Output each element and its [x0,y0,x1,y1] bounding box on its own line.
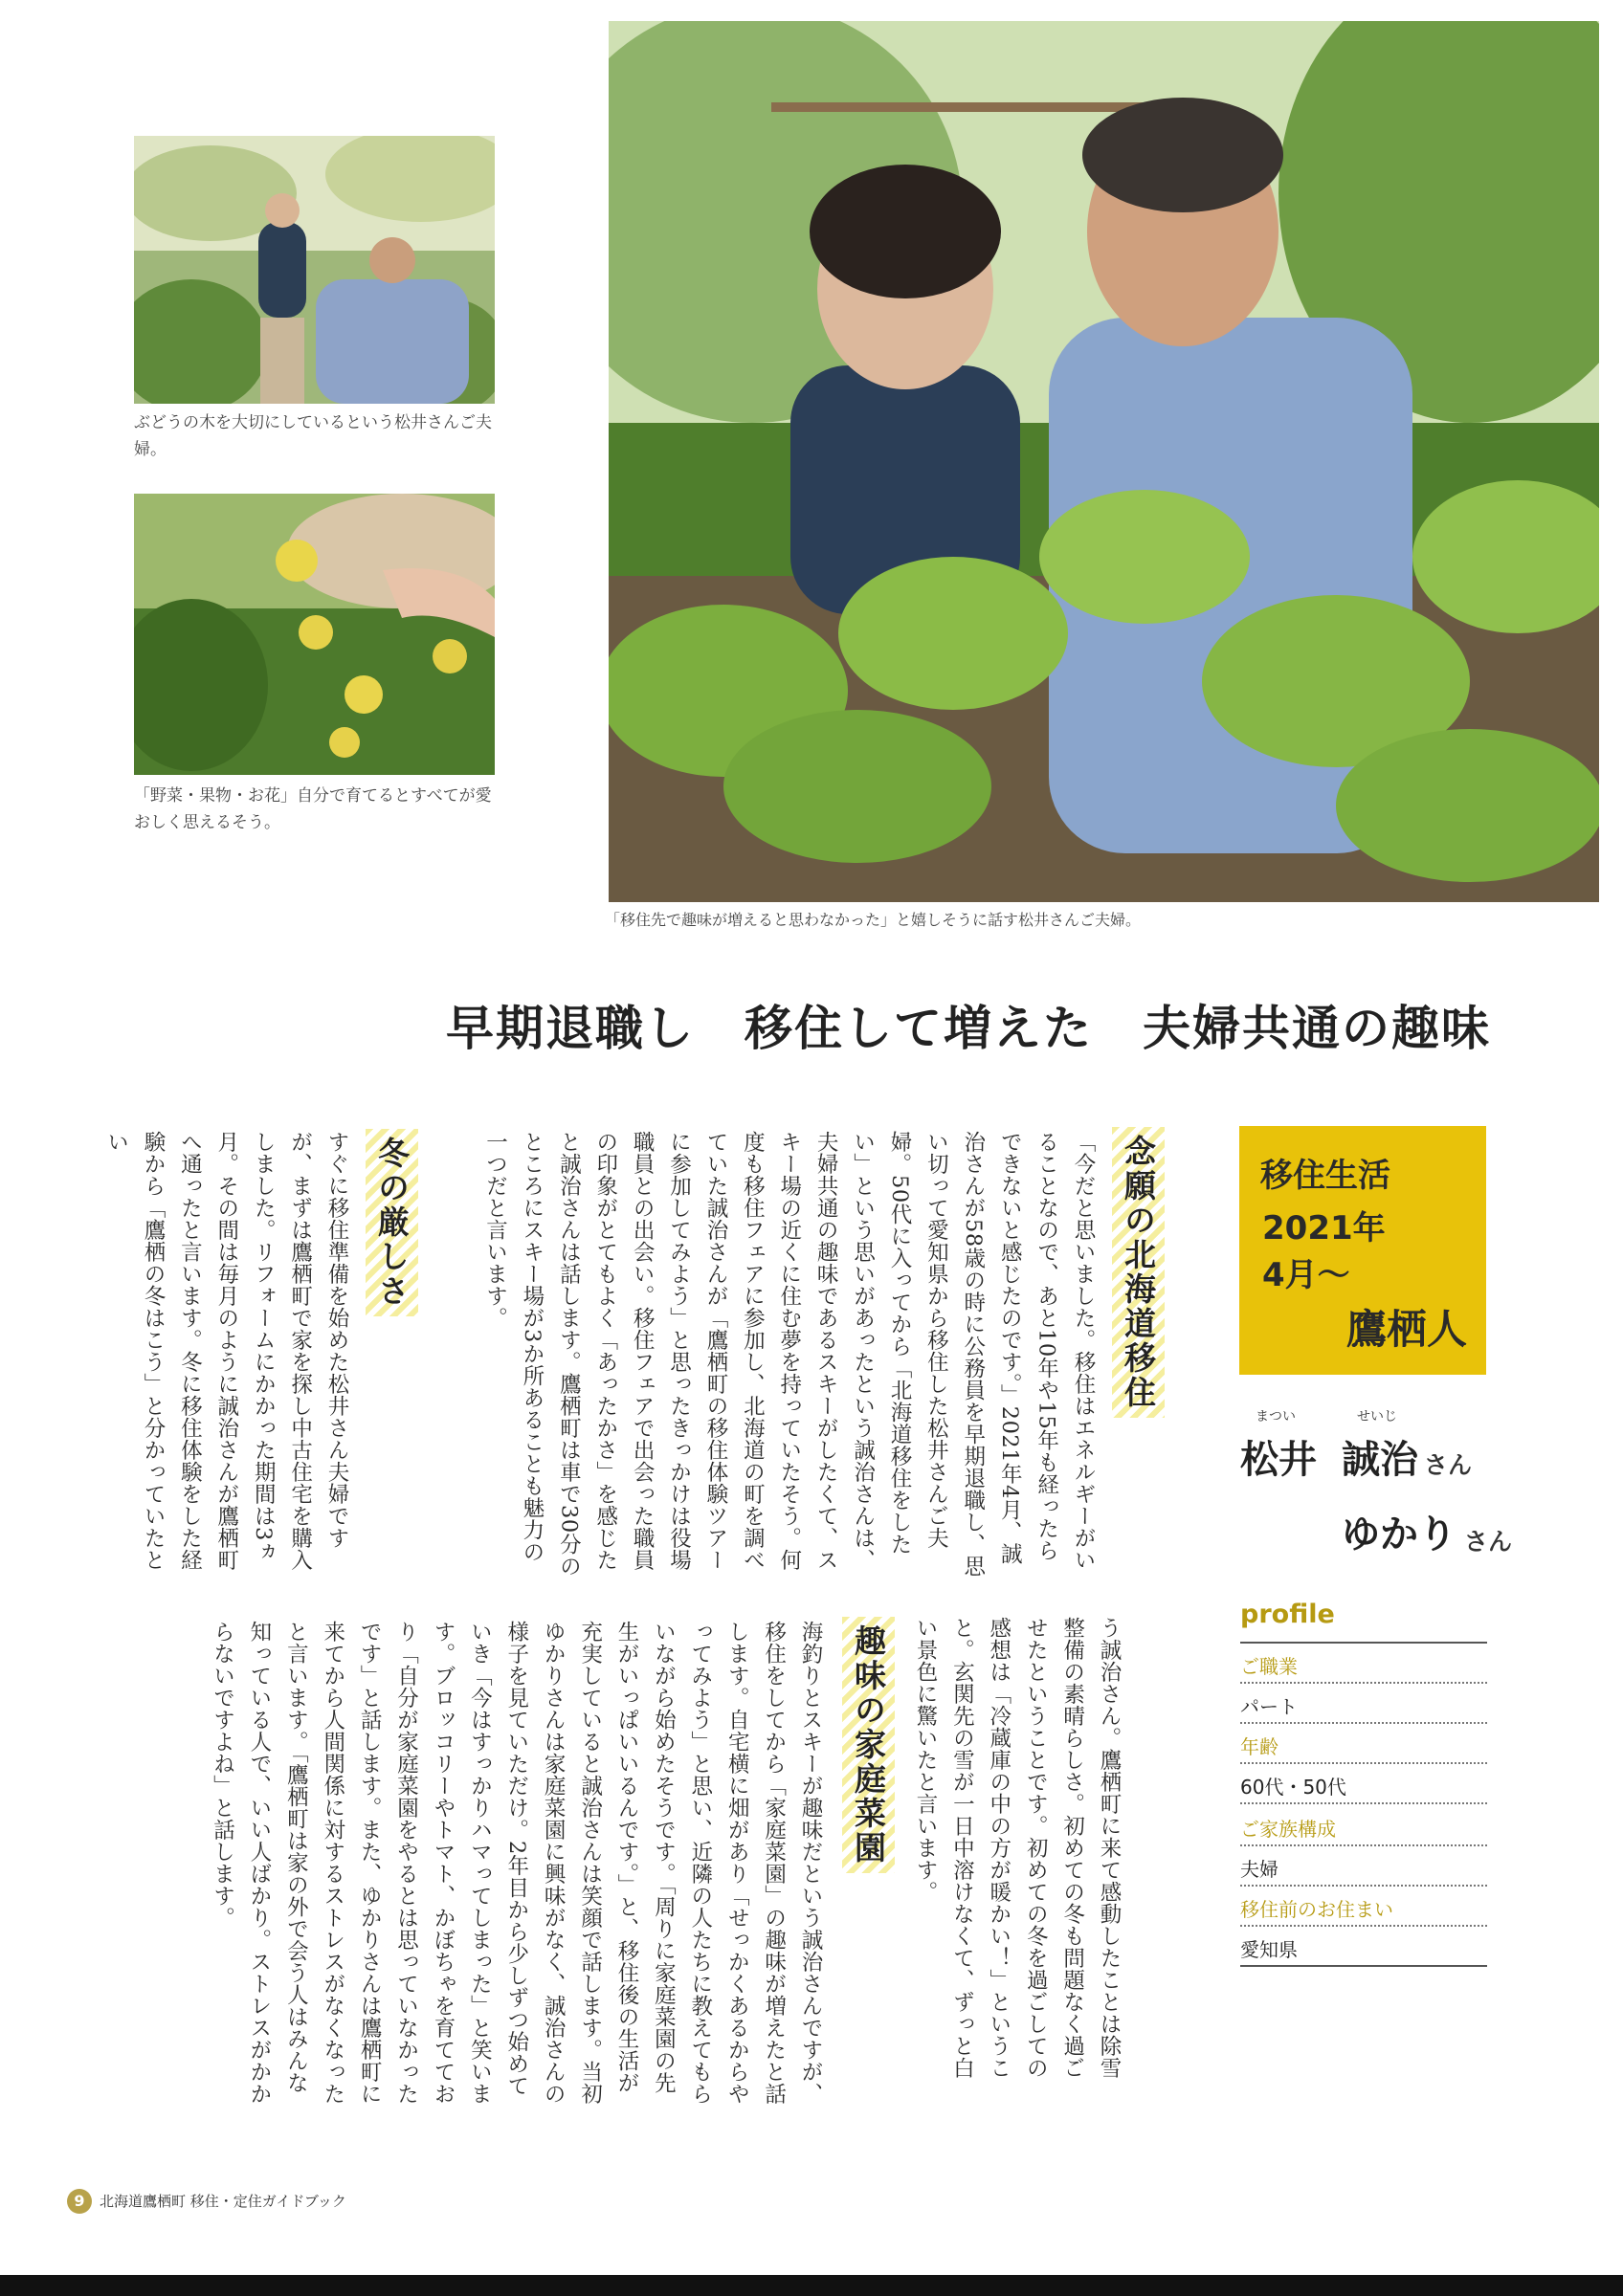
profile-value-previous-home: 愛知県 [1240,1927,1487,1967]
profile-value-family: 夫婦 [1240,1846,1487,1887]
body-section-2: すぐに移住準備を始めた松井さん夫婦ですが、まずは鷹栖町で家を探し中古住宅を購入しました。リフォームにかかった期間は3ヵ月。その間は毎月のように誠治さんが鷹栖町へ通ったと言います。冬に移住体験をした経験から「鷹栖の冬はこう」と分かっていたとい [103,1131,349,1571]
article-headline: 早期退職し 移住して増えた 夫婦共通の趣味 [446,1000,1491,1056]
footer-publication-title: 北海道鷹栖町 移住・定住ガイドブック [100,2193,346,2210]
profile-value-age: 60代・50代 [1240,1764,1487,1804]
ruby-given: せいじ [1357,1409,1397,1424]
relocation-info-box [1239,1126,1486,1375]
box-takasu-person: 鷹栖人 [1345,1306,1467,1353]
photo-grape-vine [134,136,495,404]
page-number-badge: 9 [67,2189,92,2214]
profile-label-occupation: ご職業 [1240,1644,1487,1684]
caption-flowers: 「野菜・果物・お花」自分で育てるとすべてが愛おしく思えるそう。 [134,786,492,832]
photo-flowers [134,494,495,775]
profile-label-age: 年齢 [1240,1724,1487,1764]
honorific-seiji: さん [1424,1451,1473,1479]
profile-label-previous-home: 移住前のお住まい [1240,1887,1487,1927]
caption-grape: ぶどうの木を大切にしているという松井さんご夫婦。 [134,413,492,459]
name-surname: 松井 [1240,1437,1317,1482]
profile-label-family: ご家族構成 [1240,1806,1487,1846]
box-month: 4月～ [1262,1256,1350,1294]
heading-fuyu: 冬の厳しさ [366,1129,418,1316]
photo-main-couple [609,21,1599,902]
ruby-surname: まつい [1256,1409,1296,1424]
name-seiji: 誠治 [1342,1437,1418,1482]
profile-value-occupation: パート [1240,1684,1487,1724]
honorific-yukari: さん [1464,1528,1513,1556]
body-section-2-continued: う誠治さん。鷹栖町に来て感動したことは除雪整備の素晴らしさ。初めての冬も問題なく過ごせたということです。初めての冬を過ごしての感想は「冷蔵庫の中の方が暖かい！」ということ。玄関先の雪が一日中溶けなくて、ずっと白い景色に驚いたと言います。 [912,1617,1122,2079]
name-yukari: ゆかり [1342,1512,1456,1556]
heading-nengan: 念願の北海道移住 [1112,1127,1165,1418]
box-year: 2021年 [1262,1209,1386,1247]
box-label: 移住生活 [1260,1157,1390,1195]
body-section-1: 「今だと思いました。移住はエネルギーがいることなので、あと10年や15年も経ったらできないと感じたのです。」2021年4月、誠治さんが58歳の時に公務員を早期退職し、思い切って愛知県から移住した松井さんご夫婦。50代に入ってから「北海道移住をしたい」という思いがあったという誠治さんは、夫婦共通の趣味であるスキーがしたくて、スキー場の近くに住む夢を持っていたそう。何度も移住フェアに参加し、北海道の町を調べていた誠治さんが「鷹栖町の移住体験ツアーに参加してみよう」と思ったきっかけは役場職員との出会い。移住フェアで出会った職員の印象がとてもよく「あったかさ」を感じたと誠治さんは話します。鷹栖町は車で30分のところにスキー場が3か所あることも魅力の一つだと言います。 [482,1131,1096,1578]
heading-katei-saien: 趣味の家庭菜園 [842,1617,895,1873]
profile-title: profile [1240,1600,1335,1629]
body-section-3: 海釣りとスキーが趣味だという誠治さんですが、移住をしてから「家庭菜園」の趣味が増えたと話します。自宅横に畑があり「せっかくあるからやってみよう」と思い、近隣の人たちに教えてもらいながら始めたそうです。「周りに家庭菜園の先生がいっぱいいるんです。」と、移住後の生活が充実していると誠治さんは笑顔で話します。当初ゆかりさんは家庭菜園に興味がなく、誠治さんの様子を見ていただけ。2年目から少しずつ始めていき「今はすっかりハマってしまった」と笑います。ブロッコリーやトマト、かぼちゃを育てており「自分が家庭菜園をやるとは思っていなかったです」と話します。また、ゆかりさんは鷹栖町に来てから人間関係に対するストレスがなくなったと言います。「鷹栖町は家の外で会う人はみんな知っている人で、いい人ばかり。ストレスがかからないですよね」と話します。 [210,1621,823,2105]
caption-main: 「移住先で趣味が増えると思わなかった」と嬉しそうに話す松井さんご夫婦。 [605,911,1142,929]
bottom-bar [0,2275,1623,2296]
